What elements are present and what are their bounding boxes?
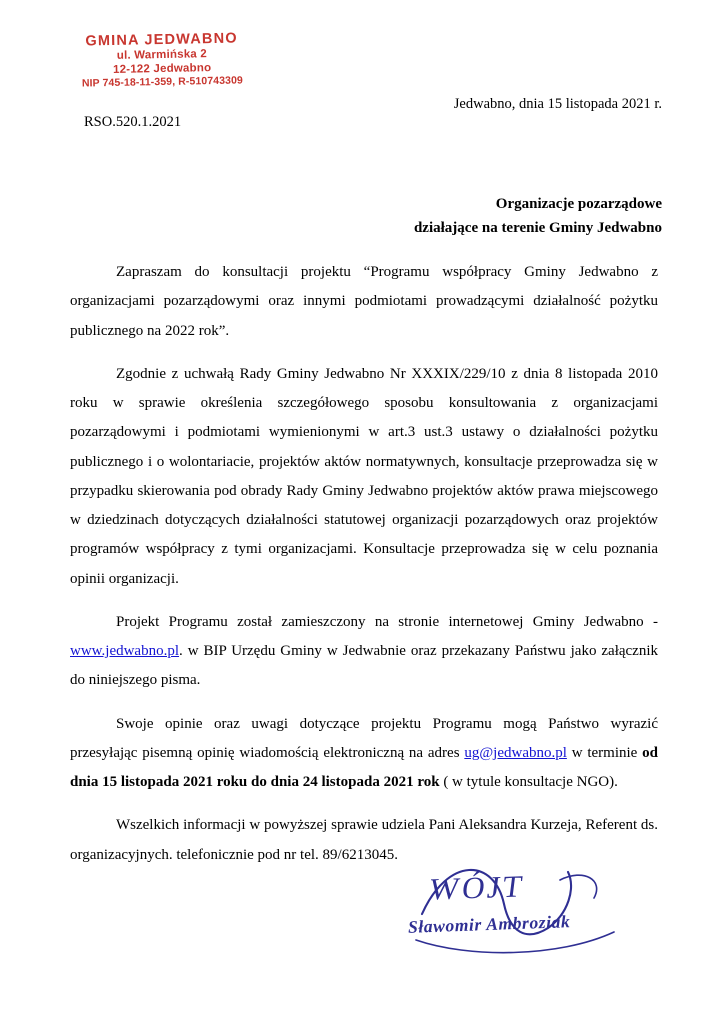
letterhead-postal: 12-122 Jedwabno [112, 61, 212, 76]
paragraph-opinions [70, 710, 658, 798]
paragraph-opinions-text-3: ( w tytule konsultacje NGO). [439, 774, 618, 790]
letterhead-street: ul. Warmińska 2 [116, 48, 208, 62]
place-and-date: Jedwabno, dnia 15 listopada 2021 r. [453, 96, 662, 112]
email-link[interactable]: ug@jedwabno.pl [464, 744, 567, 761]
letterhead-name: GMINA JEDWABNO [85, 30, 238, 50]
signature-block [408, 862, 638, 972]
paragraph-opinions-text-1: Swoje opinie oraz uwagi dotyczące projektu Programu mogą Państwo wyrazić przesyłając pisemną opinię wiadomością elektroniczną na adres [70, 715, 658, 761]
signature-name: Sławomir Ambroziak [407, 911, 571, 937]
paragraph-resolution: Zgodnie z uchwałą Rady Gminy Jedwabno Nr XXXIX/229/10 z dnia 8 listopada 2010 roku w sprawie określenia szczegółowego sposobu konsultowania z organizacjami pozarządowymi i podmiotami wymienionymi w art.3 ust.3 ustawy o działalności pożytku publicznego i o wolontariacie, projektów aktów normatywnych, konsultacje przeprowadza się w przypadku skierowania pod obrady Rady Gminy Jedwabno projektów aktów prawa miejscowego w dziedzinach dotyczących działalności statutowej organizacji pozarządowych oraz projektów programów współpracy z tymi organizacjami. Konsultacje przeprowadza się w celu poznania opinii organizacji. [70, 365, 658, 587]
document-body [70, 258, 658, 884]
paragraph-invitation: Zapraszam do konsultacji projektu “Programu współpracy Gminy Jedwabno z organizacjami pozarządowymi oraz innymi podmiotami prowadzącymi działalność pożytku publicznego na 2022 rok”. [70, 264, 658, 339]
paragraph-project-location [70, 608, 658, 696]
paragraph-project-location-text-1: Projekt Programu został zamieszczony na stronie internetowej Gminy Jedwabno - [116, 613, 658, 630]
signature-title: WÓJT [427, 868, 528, 907]
reference-number: RSO.520.1.2021 [84, 114, 182, 130]
paragraph-contact: Wszelkich informacji w powyższej sprawie udziela Pani Aleksandra Kurzeja, Referent ds. organizacyjnych. telefonicznie pod nr tel. 89/6213045. [70, 817, 658, 863]
letterhead-stamp [61, 30, 262, 90]
paragraph-opinions-text-2: w terminie [566, 744, 643, 761]
website-link[interactable]: www.jedwabno.pl [70, 643, 180, 659]
consultation-deadline: od dnia 15 listopada 2021 roku do dnia 24 listopada 2021 rok [70, 744, 658, 790]
addressee-line-1: Organizacje pozarządowe [495, 196, 662, 212]
addressee-line-2: działające na terenie Gminy Jedwabno [413, 220, 662, 236]
paragraph-project-location-text-2: . w BIP Urzędu Gminy w Jedwabnie oraz przekazany Państwu jako załącznik do niniejszego pisma. [70, 643, 658, 689]
letterhead-tax-ids: NIP 745-18-11-359, R-510743309 [81, 74, 244, 90]
addressee-block [414, 192, 662, 240]
